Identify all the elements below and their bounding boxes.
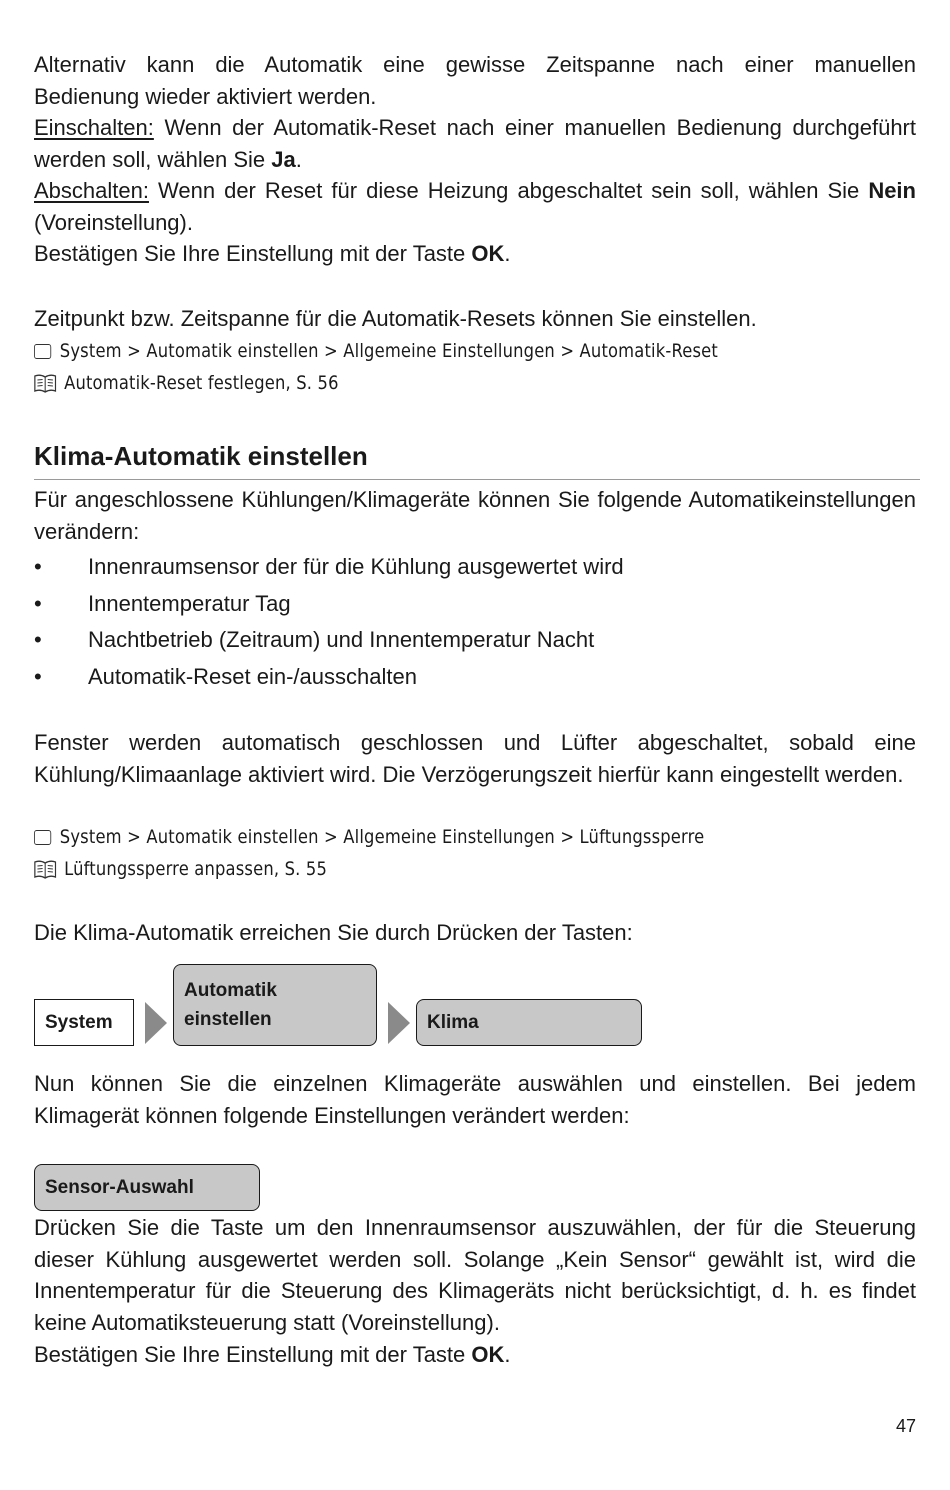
- page-reference-1: [34, 367, 793, 399]
- screen-icon: [34, 830, 51, 845]
- zeitpunkt-paragraph: Zeitpunkt bzw. Zeitspanne für die Automatik-Resets können Sie einstellen.: [34, 306, 757, 331]
- list-item: • Automatik-Reset ein-/ausschalten: [34, 663, 417, 689]
- arrow-right-icon: [145, 1002, 167, 1044]
- page-reference-1-text: Automatik-Reset festlegen, S. 56: [64, 372, 339, 394]
- section-intro: Für angeschlossene Kühlungen/Klimageräte können Sie folgende Automatikeinstellungen verändern:: [34, 487, 916, 544]
- einschalten-label: Einschalten:: [34, 115, 154, 140]
- abschalten-label: Abschalten:: [34, 178, 149, 203]
- intro-line-2: Bedienung wieder aktiviert werden.: [34, 83, 377, 109]
- book-icon: [34, 373, 56, 393]
- arrow-right-icon: [388, 1002, 410, 1044]
- confirm-ok-1: OK: [471, 241, 505, 266]
- page-number: 47: [895, 1416, 916, 1436]
- einschalten-paragraph: Einschalten: Wenn der Automatik-Reset nach einer manuellen Bedienung durchgeführt werden soll, wählen Sie Ja.: [34, 115, 916, 172]
- book-icon: [34, 859, 56, 879]
- page-reference-2-text: Lüftungssperre anpassen, S. 55: [64, 858, 328, 880]
- menu-path-2-text: System > Automatik einstellen > Allgemeine Einstellungen > Lüftungssperre: [59, 826, 705, 848]
- druecken-paragraph: Drücken Sie die Taste um den Innenraumsensor auszuwählen, der für die Steuerung dieser Kühlung ausgewertet werden soll. Solange „Kein Sensor“ gewählt ist, wird die Innentemperatur für die Steuerung des Klimageräts nicht berücksichtigt, d. h. es findet keine Automatiksteuerung statt (Voreinstellung).: [34, 1215, 916, 1335]
- klima-button[interactable]: Klima: [416, 999, 642, 1046]
- list-item: • Innentemperatur Tag: [34, 590, 291, 616]
- reach-paragraph: Die Klima-Automatik erreichen Sie durch Drücken der Tasten:: [34, 920, 633, 945]
- page-reference-2: [34, 853, 793, 885]
- automatik-einstellen-button[interactable]: Automatik einstellen: [173, 964, 377, 1046]
- intro-line-1: Alternativ kann die Automatik eine gewisse Zeitspanne nach einer manuellen: [34, 52, 916, 77]
- confirm-ok-2: OK: [471, 1342, 505, 1367]
- intro-block: [34, 49, 916, 270]
- system-button[interactable]: System: [34, 999, 134, 1046]
- abschalten-text: Wenn der Reset für diese Heizung abgeschaltet sein soll, wählen Sie: [148, 178, 869, 203]
- fenster-paragraph: Fenster werden automatisch geschlossen und Lüfter abgeschaltet, sobald eine Kühlung/Klimaanlage aktiviert wird. Die Verzögerungszeit hierfür kann eingestellt werden.: [34, 730, 916, 787]
- sensor-auswahl-button[interactable]: Sensor-Auswahl: [34, 1164, 260, 1211]
- confirm-paragraph-2: Bestätigen Sie Ihre Einstellung mit der Taste OK.: [34, 1342, 511, 1367]
- einschalten-bold: Ja: [271, 146, 296, 172]
- einschalten-text: Wenn der Automatik-Reset nach einer manuellen Bedienung durchgeführt werden soll, wählen Sie: [34, 115, 916, 172]
- confirm-paragraph-1: Bestätigen Sie Ihre Einstellung mit der Taste OK.: [34, 241, 511, 266]
- menu-path-1-text: System > Automatik einstellen > Allgemeine Einstellungen > Automatik-Reset: [59, 340, 718, 362]
- menu-path-1: [34, 335, 793, 367]
- screen-icon: [34, 344, 51, 359]
- menu-path-2: [34, 821, 793, 853]
- confirm-text-1: Bestätigen Sie Ihre Einstellung mit der Taste: [34, 241, 472, 266]
- abschalten-tail: (Voreinstellung).: [34, 209, 193, 235]
- list-item: • Innenraumsensor der für die Kühlung ausgewertet wird: [34, 554, 624, 579]
- confirm-text-2: Bestätigen Sie Ihre Einstellung mit der Taste: [34, 1342, 472, 1367]
- list-item: • Nachtbetrieb (Zeitraum) und Innentemperatur Nacht: [34, 627, 595, 652]
- section-divider: [34, 479, 920, 480]
- feature-list: [34, 549, 916, 695]
- abschalten-bold: Nein: [868, 178, 916, 203]
- section-title: Klima-Automatik einstellen: [34, 441, 368, 471]
- abschalten-paragraph: [34, 175, 916, 238]
- nun-paragraph: Nun können Sie die einzelnen Klimageräte auswählen und einstellen. Bei jedem Klimagerät können folgende Einstellungen verändert werden:: [34, 1071, 916, 1128]
